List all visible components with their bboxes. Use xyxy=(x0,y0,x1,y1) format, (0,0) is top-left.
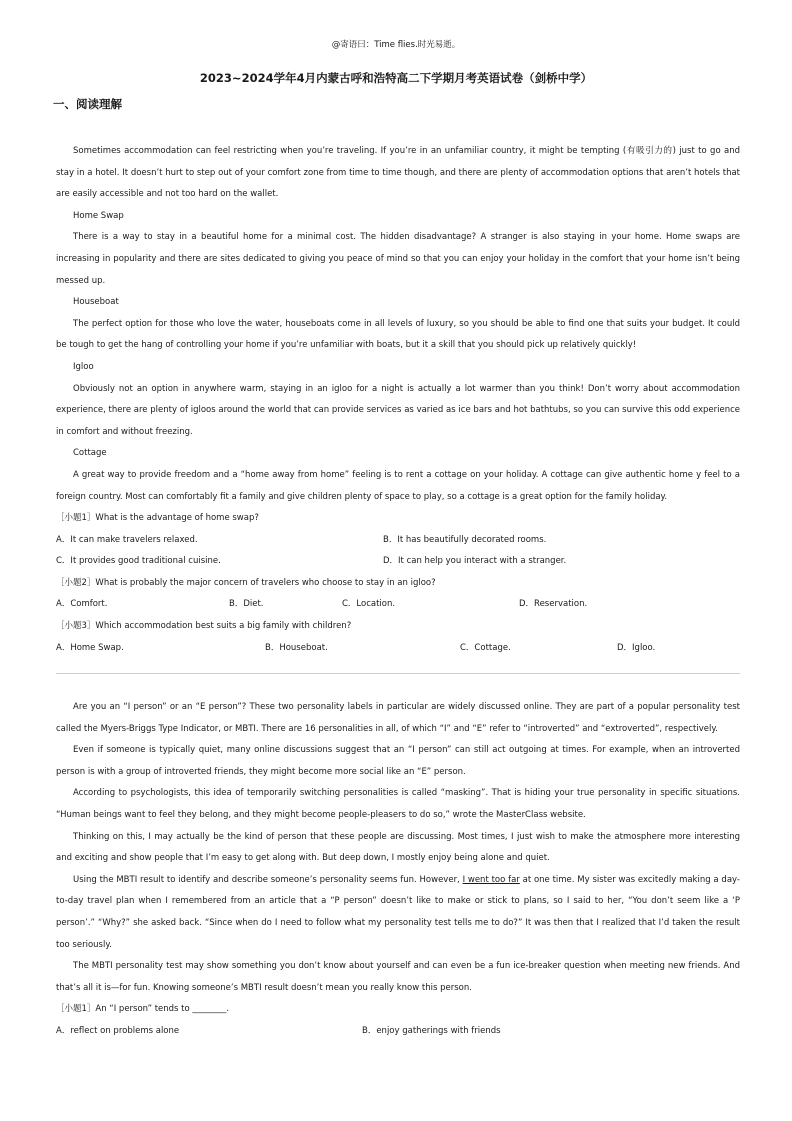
option[interactable]: A．reflect on problems alone xyxy=(56,1025,180,1036)
paragraph-text: at one time. My sister was excitedly making a day-to-day travel plan when I remembered from an article that a “P person” doesn’t like to make or stick to plans, so I said to her, “You don’t seem like a ‘P person’.” “Why?” she asked back. “Since when do I need to follow what my personality test tells me to do?” It was then that I realized that I’d taken the result too seriously. xyxy=(56,874,740,950)
paragraph: Even if someone is typically quiet, many online discussions suggest that an “I person” can still act outgoing at times. For example, when an introverted person is with a group of introverted friends, they might become more social like an “E” person. xyxy=(56,745,740,777)
option[interactable]: D．It can help you interact with a stranger. xyxy=(383,556,567,567)
header-motto: @寄语曰：Time flies.时光易逝。 xyxy=(331,40,461,50)
section-divider xyxy=(56,673,740,674)
option[interactable]: A．Comfort. xyxy=(56,599,108,610)
question-2: ［小题2］What is probably the major concern of travelers who choose to stay in an igloo? xyxy=(56,577,436,588)
passage-1 xyxy=(56,141,740,659)
paragraph: The MBTI personality test may show something you don’t know about yourself and can even be a fun ice-breaker question when meeting new friends. And that’s all it is—for fun. Knowing someone’s MBTI result doesn’t mean you really know this person. xyxy=(56,961,740,993)
question-1-options xyxy=(56,1021,740,1043)
option[interactable]: D．Reservation. xyxy=(519,599,588,610)
option[interactable]: B．Houseboat. xyxy=(265,642,328,653)
option[interactable]: D．Igloo. xyxy=(617,642,656,653)
question-1-options-row1 xyxy=(56,530,740,552)
option[interactable]: C．It provides good traditional cuisine. xyxy=(56,556,221,567)
paragraph-cottage: A great way to provide freedom and a “home away from home” feeling is to rent a cottage on your holiday. A cottage can give authentic home y feel to a foreign country. Most can comfortably fit a family and give children plenty of space to play, so a cottage is a great option for the family holiday. xyxy=(56,469,740,502)
option[interactable]: B．It has beautifully decorated rooms. xyxy=(383,534,547,545)
option[interactable]: C．Cottage. xyxy=(460,642,511,653)
paragraph-home-swap: There is a way to stay in a beautiful home for a minimal cost. The hidden disadvantage? A stranger is also staying in your home. Home swaps are increasing in popularity and there are sites dedicated to giving you peace of mind so that you can enjoy your holiday in the comfort that your home isn’t being messed up. xyxy=(56,232,740,286)
subheading-houseboat: Houseboat xyxy=(73,297,119,308)
subheading-cottage: Cottage xyxy=(73,448,107,459)
paragraph-houseboat: The perfect option for those who love the water, houseboats come in all levels of luxury, so you should be able to find one that suits your budget. It could be tough to get the hang of controlling your home if you’re unfamiliar with boats, but it a skill that you should pick up relatively quickly! xyxy=(56,318,740,351)
option[interactable]: C．Location. xyxy=(342,599,396,610)
section-heading: 一、阅读理解 xyxy=(53,97,122,111)
paragraph: According to psychologists, this idea of temporarily switching personalities is called “masking”. That is hiding your true personality in specific situations. “Human beings want to feel they belong, and they might become people-pleasers to do so,” wrote the MasterClass website. xyxy=(56,788,740,820)
subheading-igloo: Igloo xyxy=(73,361,94,372)
option[interactable]: A．It can make travelers relaxed. xyxy=(56,534,198,545)
question-1: ［小题1］An “I person” tends to ________. xyxy=(56,1004,230,1015)
subheading-home-swap: Home Swap xyxy=(73,210,124,221)
paragraph: Are you an “I person” or an “E person”? These two personality labels in particular are widely discussed online. They are part of a popular personality test called the Myers-Briggs Type Indicator, or MBTI. There are 16 personalities in all, of which “I” and “E” refer to “introverted” and “extroverted”, respectively. xyxy=(56,702,740,734)
paragraph-igloo: Obviously not an option in anywhere warm, staying in an igloo for a night is actually a lot warmer than you think! Don’t worry about accommodation experience, there are plenty of igloos around the world that can provide services as varied as ice bars and hot bathtubs, so you can survive this odd experience in comfort and without freezing. xyxy=(56,383,740,437)
option[interactable]: A．Home Swap. xyxy=(56,642,124,653)
question-1: ［小题1］What is the advantage of home swap? xyxy=(56,513,259,524)
exam-title: 2023~2024学年4月内蒙古呼和浩特高二下学期月考英语试卷（剑桥中学） xyxy=(199,71,593,85)
question-1-options-row2 xyxy=(56,551,740,573)
underlined-phrase: I went too far xyxy=(462,874,520,885)
question-3: ［小题3］Which accommodation best suits a big family with children? xyxy=(56,621,352,632)
paragraph xyxy=(56,870,740,956)
passage-1-intro: Sometimes accommodation can feel restricting when you’re traveling. If you’re in an unfamiliar country, it might be tempting (有吸引力的) just to go and stay in a hotel. It doesn’t hurt to step out of your comfort zone from time to time though, and there are plenty of accommodation options that aren’t hotels that are easily accessible and not too hard on the wallet. xyxy=(56,146,740,200)
option[interactable]: B．Diet. xyxy=(229,599,264,610)
paragraph: Thinking on this, I may actually be the kind of person that these people are discussing. Most times, I just wish to make the atmosphere more interesting and exciting and show people that I’m easy to get along with. But deep down, I mostly enjoy being alone and quiet. xyxy=(56,831,740,864)
passage-2 xyxy=(56,697,740,1043)
question-3-options xyxy=(56,638,740,660)
question-2-options xyxy=(56,594,740,616)
option[interactable]: B．enjoy gatherings with friends xyxy=(362,1025,501,1036)
paragraph-text: Using the MBTI result to identify and describe someone’s personality seems fun. However, xyxy=(73,874,463,885)
